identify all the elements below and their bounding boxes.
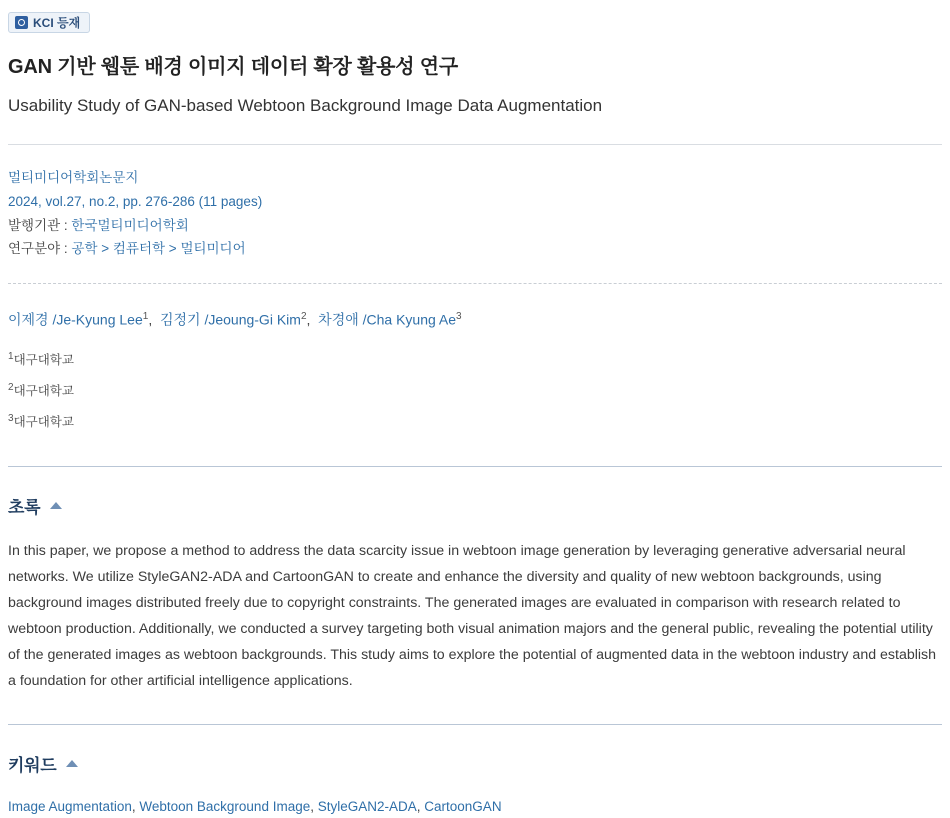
- journal-name-text: 멀티미디어학회논문지: [8, 170, 139, 185]
- affiliation-list: [8, 343, 942, 436]
- page-title-english: Usability Study of GAN-based Webtoon Background Image Data Augmentation: [8, 96, 603, 115]
- keywords-heading: 키워드: [8, 756, 57, 776]
- keyword-item-4[interactable]: CartoonGAN: [424, 799, 502, 815]
- journal-issue-text: 2024, vol.27, no.2, pp. 276-286 (11 pages): [8, 194, 263, 209]
- publisher-link[interactable]: 한국멀티미디어학회: [71, 218, 189, 233]
- journal-issue: [8, 191, 942, 212]
- publisher-row: [8, 215, 942, 236]
- author-link-2[interactable]: 김정기 /Jeoung-Gi Kim: [159, 311, 301, 328]
- field-label: 연구분야 :: [8, 241, 72, 256]
- divider-dashed: [8, 283, 942, 284]
- affiliation-sup-1: 1: [8, 350, 14, 362]
- field-row: [8, 238, 942, 259]
- keyword-list: [8, 796, 942, 818]
- affiliation-name-1: 대구대학교: [13, 352, 74, 367]
- author-separator-2: ,: [306, 311, 319, 328]
- affiliation-name-3: 대구대학교: [13, 415, 74, 430]
- affiliation-item-2: [8, 374, 942, 405]
- chevron-up-icon-keywords[interactable]: [66, 760, 78, 767]
- kci-badge-label: KCI 등재: [33, 15, 81, 30]
- author-sup-3: 3: [456, 311, 462, 322]
- affiliation-name-2: 대구대학교: [13, 383, 74, 398]
- keyword-comma-1: ,: [131, 799, 140, 815]
- chevron-up-icon-abstract[interactable]: [50, 502, 62, 509]
- kci-mark-icon: [15, 16, 28, 29]
- author-separator-1: ,: [148, 311, 160, 328]
- divider-top: [8, 144, 942, 145]
- affiliation-item-3: [8, 405, 942, 436]
- author-sup-1: 1: [142, 311, 149, 322]
- author-link-3[interactable]: 차경애 /Cha Kyung Ae: [318, 311, 457, 328]
- keyword-item-2[interactable]: Webtoon Background Image: [139, 799, 311, 815]
- affiliation-item-1: [8, 343, 942, 374]
- author-sup-2: 2: [300, 311, 307, 322]
- divider-keywords: [8, 724, 942, 725]
- keyword-comma-2: ,: [310, 799, 318, 815]
- affiliation-sup-2: 2: [8, 381, 14, 393]
- keywords-section-header: [8, 751, 942, 776]
- page-title-korean: GAN 기반 웹툰 배경 이미지 데이터 확장 활용성 연구: [8, 56, 458, 78]
- abstract-section-header: [8, 493, 942, 518]
- divider-abstract: [8, 466, 942, 467]
- journal-name[interactable]: [8, 167, 942, 188]
- abstract-heading: 초록: [8, 498, 41, 518]
- abstract-text: In this paper, we propose a method to address the data scarcity issue in webtoon image generation by leveraging generative adversarial neural networks. We utilize StyleGAN2-ADA and CartoonGAN to create and enhance the diversity and quality of new webtoon backgrounds, using background images distributed freely due to copyright constraints. The generated images are evaluated in comparison with research related to webtoon production. Additionally, we conducted a survey targeting both visual animation majors and the general public, revealing the potential utility of the generated images as webtoon backgrounds. This study aims to explore the potential of augmented data in the webtoon industry and establish a foundation for other artificial intelligence applications.: [8, 543, 937, 690]
- author-list: [8, 306, 942, 331]
- field-link[interactable]: 공학 > 컴퓨터학 > 멀티미디어: [71, 241, 246, 256]
- kci-badge[interactable]: [8, 12, 90, 33]
- keyword-item-3[interactable]: StyleGAN2-ADA: [317, 799, 417, 815]
- affiliation-sup-3: 3: [8, 412, 14, 424]
- author-link-1[interactable]: 이제경 /Je-Kyung Lee: [8, 311, 143, 328]
- keyword-item-1[interactable]: Image Augmentation: [8, 799, 132, 815]
- badge-row: [8, 0, 942, 38]
- publisher-label: 발행기관 :: [8, 218, 72, 233]
- journal-meta: [8, 167, 942, 259]
- keyword-comma-3: ,: [416, 799, 425, 815]
